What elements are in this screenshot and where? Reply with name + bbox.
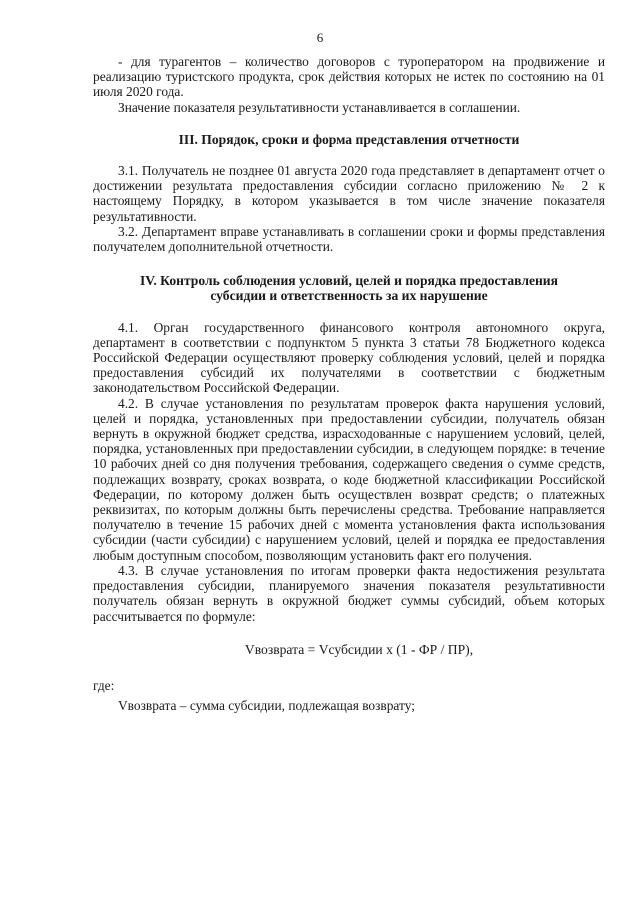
paragraph-touragents: - для турагентов – количество договоров с туроператором на продвижение и реализацию туристского продукта, срок действия которых не истек по состоянию на 01 июля 2020 года. bbox=[93, 54, 605, 100]
section-4-heading bbox=[93, 273, 605, 303]
paragraph-4-3: 4.3. В случае установления по итогам проверки факта недостижения результата предоставления субсидии, планируемого значения показателя результативности получатель обязан вернуть в окружной бюджет суммы субсидий, объем которых рассчитывается по формуле: bbox=[93, 562, 605, 624]
paragraph-4-1: 4.1. Орган государственного финансового контроля автономного округа, департамент в соответствии с подпунктом 5 пункта 3 статьи 78 Бюджетного кодекса Российской Федерации осуществляют проверку соблюдения условий, целей и порядка предоставления субсидий их получателями в соответствии с бюджетным законодательством Российской Федерации. bbox=[93, 319, 605, 396]
paragraph-value-set: Значение показателя результативности устанавливается в соглашении. bbox=[118, 99, 521, 115]
return-formula: Vвозврата = Vсубсидии x (1 - ФР / ПР), bbox=[244, 641, 474, 657]
paragraph-3-1: 3.1. Получатель не позднее 01 августа 2020 года представляет в департамент отчет о достижении результата предоставления субсидии согласно приложению № 2 к настоящему Порядку, в котором указывается в том числе значение показателя результативности. bbox=[93, 163, 605, 224]
definition-v-return: Vвозврата – сумма субсидии, подлежащая возврату; bbox=[118, 697, 415, 713]
page-content bbox=[93, 54, 605, 713]
page-number: 6 bbox=[316, 30, 324, 45]
paragraph-3-2: 3.2. Департамент вправе устанавливать в соглашении сроки и формы представления получателем дополнительной отчетности. bbox=[93, 223, 605, 255]
where-label: где: bbox=[93, 677, 115, 693]
section-4-heading-line1: IV. Контроль соблюдения условий, целей и порядка предоставления bbox=[139, 273, 558, 289]
section-4-heading-line2: субсидии и ответственность за их нарушение bbox=[210, 288, 488, 304]
section-3-heading: III. Порядок, сроки и форма представления отчетности bbox=[178, 131, 520, 147]
paragraph-4-2: 4.2. В случае установления по результатам проверок факта нарушения условий, целей и порядка, установленных при предоставлении субсидии, получатель обязан вернуть в окружной бюджет средства, израсходованные с нарушением условий, целей, порядка, установленных при предоставлении субсидии, в следующем порядке: в течение 10 рабочих дней со дня получения требования, содержащего сведения о сумме средств, подлежащих возврату, сроках возврата, о коде бюджетной классификации Российской Федерации, по которому должен быть осуществлен возврат средств; о платежных реквизитах, по которым должны быть перечислены средства. Требование направляется получателю в течение 15 рабочих дней с момента установления факта использования субсидии (части субсидии) с нарушением условий, целей и порядка ее предоставления любым доступным способом, позволяющим установить факт его получения. bbox=[93, 395, 605, 563]
